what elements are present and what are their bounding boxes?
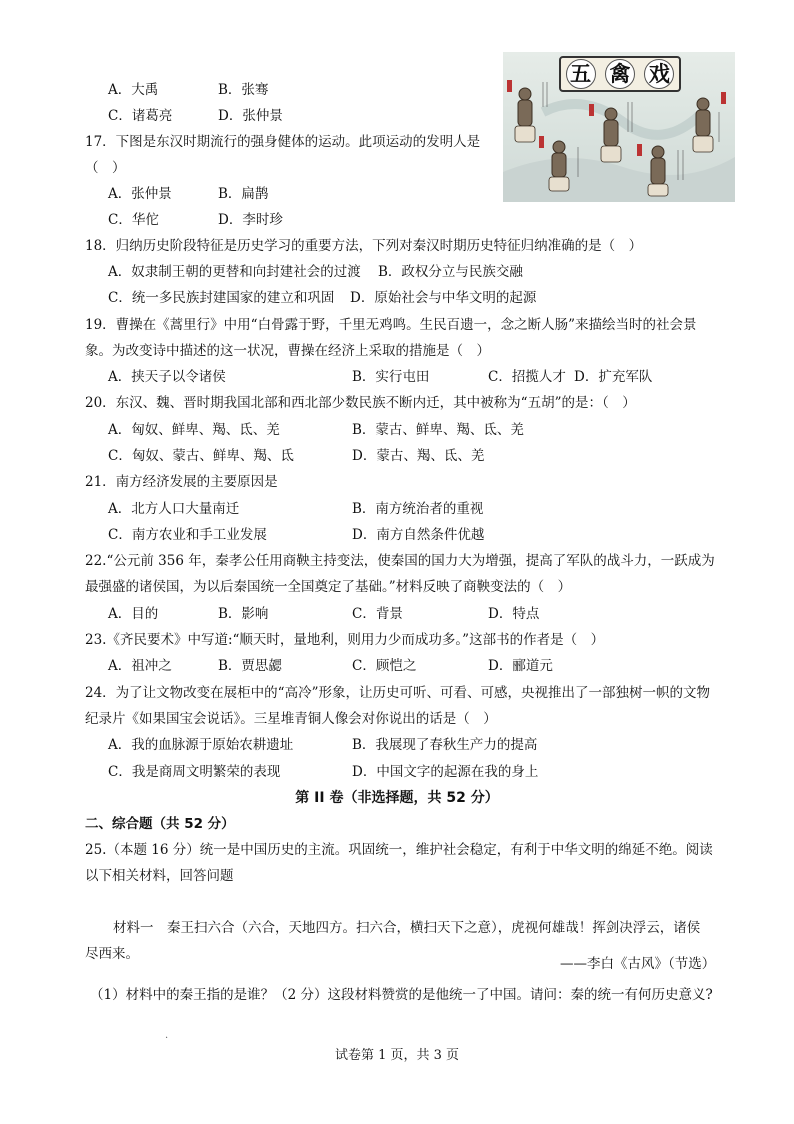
exercise-figures-graphic	[503, 52, 735, 202]
q23-opt-row-item-3: C．顾恺之	[352, 658, 417, 674]
q23-stem: 23.《齐民要术》中写道:“顺天时，量地利，则用力少而成功多。”这部书的作者是（ ）	[85, 632, 605, 648]
q20-opt-row2-item-1: C．匈奴、蒙古、鲜卑、羯、氐	[108, 448, 294, 464]
q17-opt-row1-item-1: A．张仲景	[108, 186, 172, 202]
figure-title-char-2: 禽	[605, 59, 635, 89]
q17-stem-2: （ ）	[85, 160, 126, 176]
q17-opt-row1-item-2: B．扁鹊	[218, 186, 269, 202]
q25-stem-1: 25.（本题 16 分）统一是中国历史的主流。巩固统一，维护社会稳定，有利于中华文明的绵延不绝。阅读	[85, 842, 713, 858]
material-1-source: ——李白《古风》（节选）	[560, 956, 716, 972]
part2-heading: 二、综合题（共 52 分）	[85, 816, 235, 832]
q21-opt-row2-item-1: C．南方农业和手工业发展	[108, 527, 267, 543]
q20-opt-row1-item-1: A．匈奴、鲜卑、羯、氐、羌	[108, 422, 280, 438]
q25-stem-2: 以下相关材料，回答问题	[85, 868, 234, 884]
q21-opt-row1-item-2: B．南方统治者的重视	[352, 501, 484, 517]
margin-dot: ·	[165, 1033, 169, 1044]
q20-opt-row2-item-2: D．蒙古、羯、氐、羌	[352, 448, 485, 464]
q19-stem-1: 19．曹操在《蒿里行》中用“白骨露于野，千里无鸡鸣。生民百遗一，念之断人肠”来描绘当时的社会景	[85, 317, 697, 333]
q22-opt-row-item-3: C．背景	[352, 606, 403, 622]
q22-opt-row-item-1: A．目的	[108, 606, 159, 622]
q16-opt-row2-item-2: D．张仲景	[218, 108, 283, 124]
figure-title-char-3: 戏	[644, 59, 674, 89]
q17-opt-row2-item-2: D．李时珍	[218, 212, 283, 228]
q22-opt-row-item-4: D．特点	[488, 606, 540, 622]
q19-opt-row-item-4: D．扩充军队	[574, 369, 653, 385]
q23-opt-row-item-4: D．郦道元	[488, 658, 553, 674]
q22-stem-1: 22.“公元前 356 年，秦孝公任用商鞅主持变法，使秦国的国力大为增强，提高了军队的战斗力，一跃成为	[85, 553, 715, 569]
q19-stem-2: 象。为改变诗中描述的这一状况，曹操在经济上采取的措施是（ ）	[85, 343, 490, 359]
q18-opt-row1-item-1: A．奴隶制王朝的更替和向封建社会的过渡	[108, 264, 361, 280]
q24-opt-row1-item-1: A．我的血脉源于原始农耕遗址	[108, 737, 294, 753]
q16-opt-row1-item-1: A．大禹	[108, 82, 159, 98]
q24-opt-row1-item-2: B．我展现了春秋生产力的提高	[352, 737, 538, 753]
q22-stem-2: 最强盛的诸侯国，为以后秦国统一全国奠定了基础。”材料反映了商鞅变法的（ ）	[85, 579, 572, 595]
page-footer: 试卷第 1 页，共 3 页	[334, 1048, 460, 1063]
q21-opt-row1-item-1: A．北方人口大量南迁	[108, 501, 240, 517]
material-1-line1: 材料一 秦王扫六合（六合，天地四方。扫六合，横扫天下之意），虎视何雄哉！挥剑决浮云，诸侯	[113, 920, 701, 936]
material-1-line2: 尽西来。	[85, 946, 139, 962]
q16-opt-row1-item-2: B．张骞	[218, 82, 269, 98]
q24-opt-row2-item-2: D．中国文字的起源在我的身上	[352, 764, 539, 780]
q24-stem-1: 24．为了让文物改变在展柜中的“高冷”形象，让历史可听、可看、可感，央视推出了一部独树一帜的文物	[85, 685, 710, 701]
q16-opt-row2-item-1: C．诸葛亮	[108, 108, 173, 124]
q21-opt-row2-item-2: D．南方自然条件优越	[352, 527, 485, 543]
wuqinxi-illustration	[503, 52, 735, 202]
q17-stem-1: 17．下图是东汉时期流行的强身健体的运动。此项运动的发明人是	[85, 134, 481, 150]
q18-opt-row1-item-2: B．政权分立与民族交融	[378, 264, 523, 280]
q20-opt-row1-item-2: B．蒙古、鲜卑、羯、氐、羌	[352, 422, 524, 438]
q22-opt-row-item-2: B．影响	[218, 606, 269, 622]
q19-opt-row-item-3: C．招揽人才	[488, 369, 566, 385]
q23-opt-row-item-1: A．祖冲之	[108, 658, 172, 674]
q20-stem: 20．东汉、魏、晋时期我国北部和西北部少数民族不断内迁，其中被称为“五胡”的是：（ ）	[85, 395, 636, 411]
q18-stem: 18．归纳历史阶段特征是历史学习的重要方法，下列对秦汉时期历史特征归纳准确的是（ ）	[85, 238, 643, 254]
q19-opt-row-item-1: A．挟天子以令诸侯	[108, 369, 226, 385]
volume-title: 第 II 卷（非选择题，共 52 分）	[295, 790, 499, 806]
q23-opt-row-item-2: B．贾思勰	[218, 658, 282, 674]
q19-opt-row-item-2: B．实行屯田	[352, 369, 430, 385]
q24-opt-row2-item-1: C．我是商周文明繁荣的表现	[108, 764, 281, 780]
figure-title-char-1: 五	[566, 59, 596, 89]
q18-opt-row2-item-1: C．统一多民族封建国家的建立和巩固	[108, 290, 335, 306]
q17-opt-row2-item-1: C．华佗	[108, 212, 159, 228]
q21-stem: 21．南方经济发展的主要原因是	[85, 474, 278, 490]
q18-opt-row2-item-2: D．原始社会与中华文明的起源	[350, 290, 537, 306]
q25-sub1: （1）材料中的秦王指的是谁？（2 分）这段材料赞赏的是他统一了中国。请问：秦的统一有何历史意义?	[90, 987, 713, 1003]
q24-stem-2: 纪录片《如果国宝会说话》。三星堆青铜人像会对你说出的话是（ ）	[85, 711, 497, 727]
